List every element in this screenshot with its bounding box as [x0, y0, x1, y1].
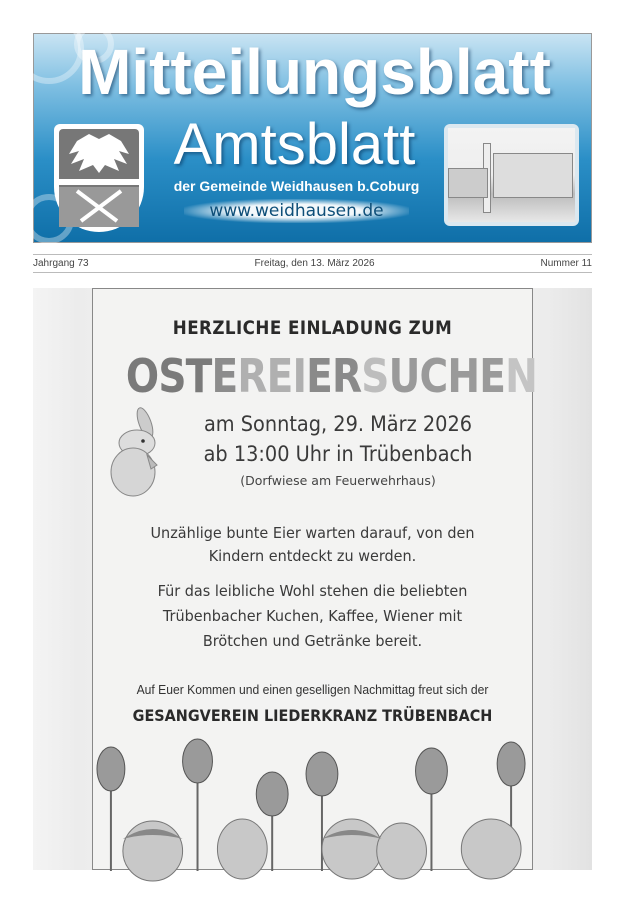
issue-number: Nummer 11: [540, 258, 592, 269]
title-segment: REI: [237, 349, 307, 403]
text-line: Trübenbacher Kuchen, Kaffee, Wiener mit: [162, 607, 463, 625]
event-date: am Sonntag, 29. März 2026: [203, 412, 473, 436]
poster-heading: HERZLICHE EINLADUNG ZUM: [172, 317, 453, 339]
issue-info-bar: [33, 254, 592, 273]
masthead-subtitle: Amtsblatt: [173, 112, 416, 177]
title-segment: E: [211, 349, 238, 403]
text-line: Unzählige bunte Eier warten darauf, von den: [150, 524, 475, 542]
title-segment: N: [505, 349, 537, 403]
text-line: Brötchen und Getränke bereit.: [202, 632, 423, 650]
closing-line: Auf Euer Kommen und einen geselligen Nachmittag freut sich der: [136, 683, 489, 697]
title-segment: OST: [125, 349, 212, 403]
paragraph-food: [108, 579, 516, 654]
text-line: Kindern entdeckt zu werden.: [208, 547, 417, 565]
event-time-place: ab 13:00 Uhr in Trübenbach: [203, 442, 473, 466]
poster-title: [125, 349, 537, 403]
municipality-name: der Gemeinde Weidhausen b.Coburg: [173, 178, 420, 194]
website-link[interactable]: www.weidhausen.de: [184, 199, 409, 223]
title-segment: S: [361, 349, 389, 403]
issue-date: Freitag, den 13. März 2026: [254, 258, 375, 269]
masthead-title: Mitteilungsblatt: [78, 36, 551, 108]
title-segment: ER: [306, 349, 362, 403]
text-line: Für das leibliche Wohl stehen die beliebten: [157, 582, 468, 600]
paragraph-eggs: [108, 522, 516, 568]
eagle-crossed-tools-icon: [59, 129, 139, 227]
coat-of-arms: [54, 124, 144, 232]
building-shape: [448, 168, 488, 198]
town-hall-photo: [444, 124, 579, 226]
tulips-and-eggs-illustration: [93, 739, 532, 871]
event-location: (Dorfwiese am Feuerwehrhaus): [240, 473, 436, 488]
easter-egg-hunt-poster: [92, 288, 537, 870]
title-segment: UCHE: [388, 349, 506, 403]
masthead-banner: [33, 33, 592, 243]
building-shape: [493, 153, 573, 198]
volume-label: Jahrgang 73: [33, 258, 89, 269]
organizer-name: GESANGVEREIN LIEDERKRANZ TRÜBENBACH: [132, 706, 493, 725]
